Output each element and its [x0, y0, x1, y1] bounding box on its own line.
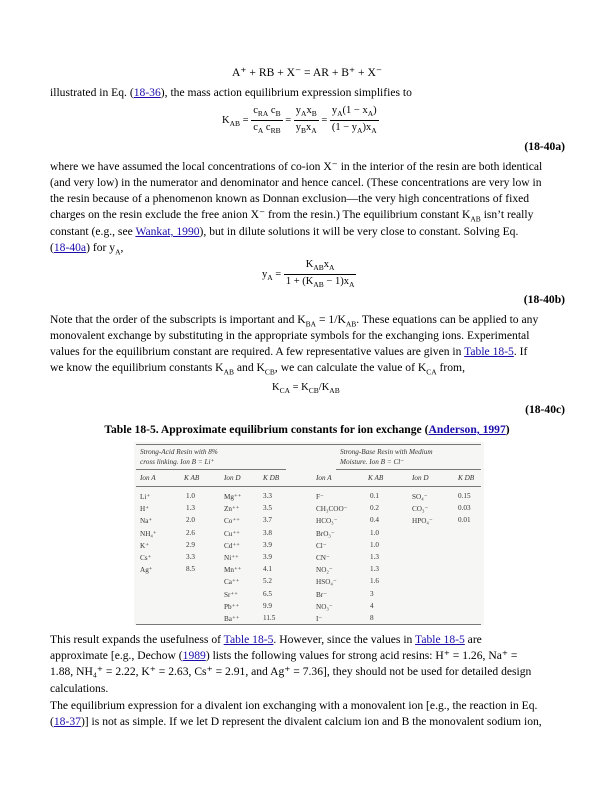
table-cell: 1.3 [370, 565, 379, 574]
document-page: A⁺ + RB + X⁻ = AR + B⁺ + X⁻ illustrated in Eq. (18-36), the mass action equilibrium expression simplifies to $K_{AB}$ = $\frac{c_{RA} c_B}{c_A c_{RB}}$ = $\frac{y_Ax_B}{y_Bx_A}$ = $\frac{y_A(1 - x_A)}{(1 - y_A)x_A}$ (18-40a) where we have assumed the local concentrations of co-ion X⁻ in the interior of the resin are both identical (and very low) in the numerator and denominator and hence cancel. (These concentrations are very low in the resin because of a phenomenon known as Donnan exclusion—the very high concentrations of fixed charges on the resin exclude the free anion X⁻ from the resin.) The equilibrium constant $K_{AB}$ isn’t really constant (e.g., see Wankat, 1990), but in dilute solutions it will be very close to constant. Solving Eq. (18-40a) for $y_A$, $y_A$ = $\frac{K_{AB}x_A}{1 + (K_{AB} - 1)x_A}$ (18-40b) Note that the order of the subscripts is important and $K_{BA} = 1/K_{AB}$. These equations can be applied to any monovalent exchange by substituting in the appropriate symbols for the exchanging ions. Experimental values for the equilibrium constant are required. A few representative values are given in Table 18-5. If we know the equilibrium constants $K_{AB}$ and $K_{CB}$, we can calculate the value of $K_{CA}$ from, $K_{CA} = K_{CB}/K_{AB}$ (18-40c) Table 18-5. Approximate equilibrium constants for ion exchange (Anderson, 1997) Strong-Acid Resin with 8% cross linking. Ion B = Li⁺ Strong-Base Resin with Medium Moisture. Ion B = Cl⁻ Ion A K AB Ion D K DB Ion A K AB Ion D K DB Li⁺ H⁺ Na⁺ NH₄⁺ K⁺ Cs⁺ Ag⁺ 1.0 1.3 2.0 2.6 2.9 3.3 8.5 Mg⁺⁺ Zn⁺⁺ Co⁺⁺ Cu⁺⁺ Cd⁺⁺ Ni⁺⁺ Mn⁺⁺ Ca⁺⁺ Sr⁺⁺ Pb⁺⁺ Ba⁺⁺ 3.3 3.5 3.7 3.8 3.9 3.9 4.1 5.2 6.5 9.9 11.5 F⁻ CH₃COO⁻ HCO₃⁻ BrO₃⁻ Cl⁻ CN⁻ NO₂⁻ HSO₄⁻ Br⁻ NO₃⁻ I⁻ 0.1 0.2 0.4 1.0 1.0 1.3 1.3 1.6 3 4 8 SO₄⁻ CO₃⁻ HPO₄⁻ 0.15 0.03 0.01 This result expands the usefulness of Table 18-5. However, since the values in Table 18-5 are approximate [e.g., Dechow (1989) lists the following values for strong acid resins: H⁺ = 1.26, Na⁺ = 1.88, NH₄⁺ = 2.22, K⁺ = 2.63, Cs⁺ = 2.91, and Ag⁺ = 7.36], they should not be used for detailed design calculations. The equilibrium expression for a divalent ion exchanging with a monovalent ion [e.g., the reaction in Eq. (18-37)] is not as simple. If we let D represent the divalent calcium ion and B the monovalent sodium ion, [0, 0, 614, 800]
para4-line1: The equilibrium expression for a divalent ion exchanging with a monovalent ion [e.g., the reaction in Eq. [50, 699, 538, 712]
table-cell: 8 [370, 614, 374, 622]
table-cell: 0.1 [370, 492, 379, 500]
table-cell: 3.3 [186, 553, 195, 561]
table-cell: Pb⁺⁺ [224, 602, 240, 611]
citation-anderson-1997[interactable]: Anderson, 1997 [428, 423, 506, 436]
eq-link-18-37[interactable]: 18-37 [53, 715, 81, 728]
para1-line6: (18-40a) for $y_A$, [50, 241, 124, 257]
table-cell: 1.3 [186, 504, 195, 513]
para1-line2: (and very low) in the numerator and denominator and hence cancel. (These concentrations are very low in [50, 176, 542, 189]
equation-top: A⁺ + RB + X⁻ = AR + B⁺ + X⁻ [232, 66, 382, 79]
table-cell: Li⁺ [140, 493, 151, 501]
table-cell: Na⁺ [140, 517, 153, 526]
table-cell: NH₄⁺ [140, 529, 157, 538]
table-cell: 1.0 [370, 528, 379, 537]
table-cell: 3.5 [263, 504, 272, 513]
table-cell: 0.01 [458, 516, 471, 525]
table-cell: 9.9 [263, 601, 272, 610]
table-cell: 2.9 [186, 540, 195, 549]
table-cell: CN⁻ [316, 554, 330, 562]
table-cell: Cd⁺⁺ [224, 541, 240, 550]
table-cell: Cu⁺⁺ [224, 529, 240, 538]
para2-line3: values for the equilibrium constant are required. A few representative values are given in Table 18-5. If [50, 345, 528, 358]
table-cell: 4.1 [263, 565, 272, 574]
equation-label-18-40c: (18-40c) [525, 403, 565, 416]
table-cell: 1.3 [370, 553, 379, 561]
table-cell: Co⁺⁺ [224, 517, 240, 526]
table-cell: SO₄⁻ [412, 493, 428, 501]
table-cell: 0.15 [458, 492, 471, 500]
table-cell: Ba⁺⁺ [224, 615, 240, 623]
table-cell: I⁻ [316, 615, 323, 623]
table-cell: NO₃⁻ [316, 602, 333, 611]
table-cell: Zn⁺⁺ [224, 505, 240, 514]
table-cell: F⁻ [316, 493, 324, 501]
para2-line1: Note that the order of the subscripts is important and $K_{BA} = 1/K_{AB}$. These equations can be applied to any [50, 313, 539, 329]
table-cell: Cs⁺ [140, 554, 152, 562]
para4-line2: (18-37)] is not as simple. If we let D represent the divalent calcium ion and B the monovalent sodium ion, [50, 715, 542, 728]
table-cell: Mn⁺⁺ [224, 566, 242, 575]
table-cell: Cl⁻ [316, 541, 327, 550]
table-cell: 8.5 [186, 565, 195, 574]
para3-line2: approximate [e.g., Dechow (1989) lists the following values for strong acid resins: H⁺ = 1.26, Na⁺ = [50, 649, 518, 662]
intro-line: illustrated in Eq. (18-36), the mass action equilibrium expression simplifies to [50, 86, 412, 99]
para1-line4: charges on the resin exclude the free anion X⁻ from the resin.) The equilibrium constant $K_{AB}$ isn’t really [50, 208, 534, 224]
equation-18-40b: $y_A$ = $\frac{K_{AB}x_A}{1 + (K_{AB} - 1)x_A}$ [262, 259, 355, 290]
table-cell: CO₃⁻ [412, 505, 429, 514]
eq-link-18-40a[interactable]: 18-40a [53, 241, 87, 254]
table-cell: Ni⁺⁺ [224, 554, 239, 562]
table-cell: 3 [370, 589, 374, 598]
table-cell: Mg⁺⁺ [224, 493, 242, 501]
table-cell: K⁺ [140, 541, 149, 550]
equation-18-40a: $K_{AB}$ = $\frac{c_{RA} c_B}{c_A c_{RB}}$ = $\frac{y_Ax_B}{y_Bx_A}$ = $\frac{y_A(1 - x_A)}{(1 - y_A)x_A}$ [222, 105, 377, 136]
para2-line2: monovalent exchange by substituting in the appropriate symbols for the exchanging ions. Experimental [50, 329, 530, 342]
table-cell: 5.2 [263, 577, 272, 586]
table-link-18-5-b[interactable]: Table 18-5 [415, 633, 465, 646]
table-caption: Table 18-5. Approximate equilibrium constants for ion exchange (Anderson, 1997) [104, 423, 510, 436]
table-cell: 2.6 [186, 528, 195, 537]
para2-line4: we know the equilibrium constants $K_{AB}$ and $K_{CB}$, we can calculate the value of $K_{CA}$ from, [50, 361, 465, 377]
table-cell: 3.7 [263, 516, 272, 525]
table-cell: 3.9 [263, 540, 272, 549]
table-link-18-5[interactable]: Table 18-5 [464, 345, 514, 358]
para1-line3: the resin because of a phenomenon known as Donnan exclusion—the very high concentrations of fixed [50, 192, 530, 205]
citation-dechow-1989[interactable]: 1989 [182, 649, 206, 662]
table-cell: Br⁻ [316, 590, 327, 599]
table-cell: Sr⁺⁺ [224, 590, 238, 599]
table-cell: 1.0 [370, 540, 379, 549]
para3-line3: 1.88, NH₄⁺ = 2.22, K⁺ = 2.63, Cs⁺ = 2.91, and Ag⁺ = 7.36], they should not be used for detailed design [50, 665, 532, 678]
table-cell: NO₂⁻ [316, 566, 333, 575]
table-cell: 0.03 [458, 504, 471, 513]
para1-line5: constant (e.g., see Wankat, 1990), but in dilute solutions it will be very close to constant. Solving Eq. [50, 225, 519, 238]
equation-label-18-40b: (18-40b) [523, 293, 565, 306]
table-link-18-5-a[interactable]: Table 18-5 [223, 633, 274, 646]
equation-label-18-40a: (18-40a) [524, 140, 565, 153]
table-cell: HSO₄⁻ [316, 578, 337, 587]
table-cell: CH₃COO⁻ [316, 505, 348, 514]
table-cell: 4 [370, 601, 374, 610]
table-cell: 0.2 [370, 504, 379, 513]
table-cell: H⁺ [140, 505, 149, 514]
table-cell: 6.5 [263, 589, 272, 598]
eq-link-18-36[interactable]: 18-36 [133, 86, 161, 99]
table-cell: 3.9 [263, 553, 272, 561]
table-cell: 2.0 [186, 516, 195, 525]
table-cell: 3.3 [263, 492, 272, 500]
table-cell: BrO₃⁻ [316, 529, 335, 538]
para3-line4: calculations. [50, 682, 109, 695]
table-cell: 3.8 [263, 528, 272, 537]
table-cell: Ca⁺⁺ [224, 578, 240, 587]
para1-line1: where we have assumed the local concentrations of co-ion X⁻ in the interior of the resin are both identical [50, 160, 543, 173]
equation-18-40c: $K_{CA} = K_{CB}/K_{AB}$ [272, 382, 340, 396]
table-cell: 1.6 [370, 577, 379, 586]
table-cell: 0.4 [370, 516, 379, 525]
para3-line1: This result expands the usefulness of Table 18-5. However, since the values in Table 18-5 are [50, 633, 482, 646]
table-cell: HPO₄⁻ [412, 517, 433, 526]
table-cell: 1.0 [186, 492, 195, 500]
table-cell: Ag⁺ [140, 566, 153, 575]
table-cell: 11.5 [263, 614, 276, 622]
citation-wankat-1990[interactable]: Wankat, 1990 [135, 225, 200, 238]
table-cell: HCO₃⁻ [316, 517, 338, 526]
